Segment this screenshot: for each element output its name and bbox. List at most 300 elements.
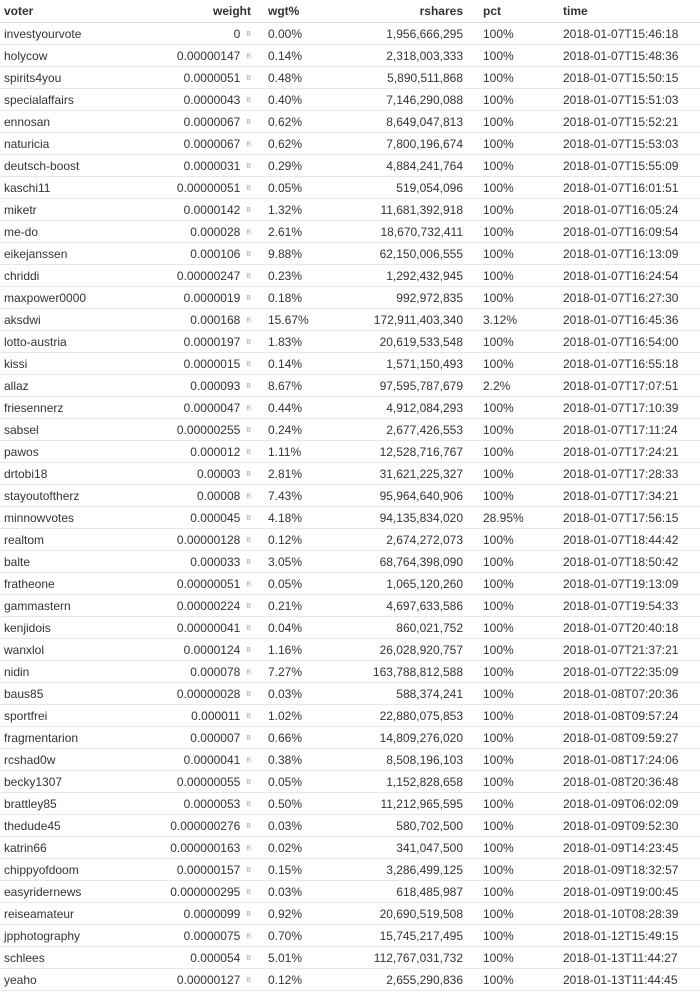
wgt-percent-cell: 7.43% [251,485,328,507]
wgt-percent-cell: 2.81% [251,463,328,485]
wgt-percent-cell: 1.16% [251,639,328,661]
pct-cell: 100% [463,903,543,925]
weight-cell [159,815,251,837]
voter-cell[interactable]: reiseamateur [0,903,159,925]
pct-cell: 100% [463,67,543,89]
weight-unit: B [246,228,251,236]
wgt-percent-cell: 0.23% [251,265,328,287]
weight-unit: B [246,404,251,412]
weight-unit: B [246,822,251,830]
voter-cell[interactable]: me-do [0,221,159,243]
time-cell: 2018-01-07T16:24:54 [543,265,700,287]
weight-value: 0.0000019 [183,290,241,305]
voter-cell[interactable]: chriddi [0,265,159,287]
weight-cell [159,837,251,859]
voter-cell[interactable]: friesennerz [0,397,159,419]
pct-cell: 100% [463,617,543,639]
time-cell: 2018-01-07T15:53:03 [543,133,700,155]
voter-cell[interactable]: balte [0,551,159,573]
weight-value: 0.0000031 [183,158,241,173]
pct-cell: 100% [463,419,543,441]
rshares-cell: 26,028,920,757 [328,639,463,661]
table-header-row [0,0,700,23]
rshares-cell: 1,571,150,493 [328,353,463,375]
wgt-percent-cell: 0.03% [251,815,328,837]
time-cell: 2018-01-09T06:02:09 [543,793,700,815]
weight-value: 0.000168 [190,312,241,327]
voter-cell[interactable]: baus85 [0,683,159,705]
weight-value: 0.000078 [190,664,241,679]
weight-cell [159,683,251,705]
weight-unit: B [246,250,251,258]
weight-value: 0.00000157 [176,862,241,877]
voter-cell[interactable]: kaschi11 [0,177,159,199]
weight-value: 0.00000255 [176,422,241,437]
rshares-cell: 341,047,500 [328,837,463,859]
weight-cell [159,463,251,485]
voter-cell[interactable]: schlees [0,947,159,969]
pct-cell: 100% [463,925,543,947]
wgt-percent-cell: 0.05% [251,177,328,199]
weight-value: 0.000007 [190,730,241,745]
rshares-cell: 2,674,272,073 [328,529,463,551]
weight-unit: B [246,668,251,676]
wgt-percent-cell: 0.12% [251,969,328,991]
voter-cell[interactable]: realtom [0,529,159,551]
rshares-cell: 1,065,120,260 [328,573,463,595]
weight-value: 0.00000147 [176,48,241,63]
voter-cell[interactable]: allaz [0,375,159,397]
rshares-cell: 5,890,511,868 [328,67,463,89]
voter-cell[interactable]: jpphotography [0,925,159,947]
time-cell: 2018-01-07T16:45:36 [543,309,700,331]
wgt-percent-cell: 9.88% [251,243,328,265]
pct-cell: 100% [463,463,543,485]
weight-value: 0.0000015 [183,356,241,371]
voter-cell[interactable]: holycow [0,45,159,67]
voter-cell[interactable]: thedude45 [0,815,159,837]
voter-cell[interactable]: easyridernews [0,881,159,903]
pct-cell: 100% [463,771,543,793]
voter-cell[interactable]: kissi [0,353,159,375]
rshares-cell: 4,884,241,764 [328,155,463,177]
weight-value: 0.00000055 [176,774,241,789]
time-cell: 2018-01-07T15:46:18 [543,23,700,45]
time-cell: 2018-01-07T15:50:15 [543,67,700,89]
wgt-percent-cell: 0.03% [251,683,328,705]
table-row [0,353,700,375]
time-cell: 2018-01-07T16:01:51 [543,177,700,199]
wgt-percent-cell: 2.61% [251,221,328,243]
rshares-cell: 97,595,787,679 [328,375,463,397]
table-row [0,67,700,89]
voter-cell[interactable]: fratheone [0,573,159,595]
table-row [0,859,700,881]
weight-value: 0.000011 [191,708,241,723]
wgt-percent-cell: 7.27% [251,661,328,683]
weight-value: 0.000028 [190,224,241,239]
voter-cell[interactable]: drtobi18 [0,463,159,485]
time-cell: 2018-01-07T16:13:09 [543,243,700,265]
voter-cell[interactable]: eikejanssen [0,243,159,265]
weight-cell [159,793,251,815]
table-row [0,89,700,111]
weight-value: 0.0000051 [183,70,241,85]
time-cell: 2018-01-07T17:34:21 [543,485,700,507]
weight-unit: B [246,448,251,456]
voter-cell[interactable]: yeaho [0,969,159,991]
weight-value: 0.000000276 [170,818,241,833]
weight-unit: B [246,778,251,786]
rshares-cell: 3,286,499,125 [328,859,463,881]
weight-unit: B [246,800,251,808]
pct-cell: 100% [463,947,543,969]
weight-unit: B [246,74,251,82]
pct-cell: 100% [463,221,543,243]
voter-cell[interactable]: nidin [0,661,159,683]
weight-value: 0.00000051 [176,180,241,195]
rshares-cell: 580,702,500 [328,815,463,837]
voter-cell[interactable]: miketr [0,199,159,221]
time-cell: 2018-01-07T19:54:33 [543,595,700,617]
voter-cell[interactable]: minnowvotes [0,507,159,529]
voter-cell[interactable]: naturicia [0,133,159,155]
weight-unit: B [246,30,251,38]
weight-unit: B [246,602,251,610]
pct-cell: 100% [463,969,543,991]
pct-cell: 100% [463,177,543,199]
column-header-wgt-percent[interactable]: wgt% [251,0,328,23]
weight-cell [159,485,251,507]
wgt-percent-cell: 0.14% [251,353,328,375]
wgt-percent-cell: 0.18% [251,287,328,309]
rshares-cell: 15,745,217,495 [328,925,463,947]
weight-cell [159,859,251,881]
time-cell: 2018-01-07T21:37:21 [543,639,700,661]
weight-unit: B [246,492,251,500]
rshares-cell: 7,800,196,674 [328,133,463,155]
weight-unit: B [246,536,251,544]
column-header-time[interactable]: time [543,0,700,23]
pct-cell: 100% [463,485,543,507]
weight-value: 0.00000224 [176,598,241,613]
wgt-percent-cell: 0.66% [251,727,328,749]
wgt-percent-cell: 0.62% [251,111,328,133]
weight-cell [159,573,251,595]
time-cell: 2018-01-07T17:28:33 [543,463,700,485]
table-row [0,903,700,925]
weight-value: 0.000000163 [170,840,241,855]
wgt-percent-cell: 0.12% [251,529,328,551]
weight-cell [159,705,251,727]
table-row [0,221,700,243]
rshares-cell: 94,135,834,020 [328,507,463,529]
weight-cell [159,595,251,617]
weight-value: 0.000093 [190,378,241,393]
rshares-cell: 20,690,519,508 [328,903,463,925]
weight-cell [159,375,251,397]
weight-cell [159,177,251,199]
weight-value: 0.00000028 [176,686,241,701]
wgt-percent-cell: 0.62% [251,133,328,155]
weight-cell [159,287,251,309]
voter-cell[interactable]: spirits4you [0,67,159,89]
wgt-percent-cell: 5.01% [251,947,328,969]
weight-cell [159,749,251,771]
weight-unit: B [246,140,251,148]
pct-cell: 100% [463,529,543,551]
time-cell: 2018-01-07T15:55:09 [543,155,700,177]
weight-unit: B [246,294,251,302]
table-row [0,595,700,617]
column-header-weight[interactable]: weight [159,0,251,23]
rshares-cell: 588,374,241 [328,683,463,705]
weight-unit: B [246,976,251,984]
table-row [0,375,700,397]
weight-value: 0 [233,26,241,41]
rshares-cell: 2,677,426,553 [328,419,463,441]
weight-value: 0.0000124 [183,642,241,657]
weight-value: 0.0000041 [183,752,241,767]
weight-cell [159,617,251,639]
weight-cell [159,67,251,89]
time-cell: 2018-01-09T14:23:45 [543,837,700,859]
weight-cell [159,23,251,45]
pct-cell: 100% [463,111,543,133]
table-row [0,837,700,859]
time-cell: 2018-01-07T16:54:00 [543,331,700,353]
wgt-percent-cell: 0.05% [251,771,328,793]
weight-unit: B [246,426,251,434]
weight-unit: B [246,118,251,126]
rshares-cell: 11,212,965,595 [328,793,463,815]
rshares-cell: 4,697,633,586 [328,595,463,617]
pct-cell: 100% [463,353,543,375]
weight-cell [159,111,251,133]
rshares-cell: 1,956,666,295 [328,23,463,45]
pct-cell: 100% [463,573,543,595]
time-cell: 2018-01-09T18:32:57 [543,859,700,881]
weight-cell [159,551,251,573]
time-cell: 2018-01-08T09:57:24 [543,705,700,727]
time-cell: 2018-01-09T09:52:30 [543,815,700,837]
voter-cell[interactable]: chippyofdoom [0,859,159,881]
weight-cell [159,881,251,903]
table-row [0,969,700,991]
time-cell: 2018-01-09T19:00:45 [543,881,700,903]
voter-cell[interactable]: fragmentarion [0,727,159,749]
rshares-cell: 519,054,096 [328,177,463,199]
pct-cell: 100% [463,331,543,353]
table-row [0,441,700,463]
table-row [0,111,700,133]
time-cell: 2018-01-08T09:59:27 [543,727,700,749]
time-cell: 2018-01-07T17:10:39 [543,397,700,419]
table-row [0,287,700,309]
table-row [0,155,700,177]
pct-cell: 28.95% [463,507,543,529]
time-cell: 2018-01-07T17:07:51 [543,375,700,397]
weight-value: 0.00000128 [176,532,241,547]
table-row [0,419,700,441]
voter-cell[interactable]: deutsch-boost [0,155,159,177]
voter-cell[interactable]: ennosan [0,111,159,133]
rshares-cell: 68,764,398,090 [328,551,463,573]
pct-cell: 100% [463,397,543,419]
pct-cell: 100% [463,793,543,815]
wgt-percent-cell: 0.14% [251,45,328,67]
pct-cell: 100% [463,133,543,155]
rshares-cell: 12,528,716,767 [328,441,463,463]
voter-cell[interactable]: lotto-austria [0,331,159,353]
column-header-pct[interactable]: pct [463,0,543,23]
weight-value: 0.0000047 [183,400,241,415]
weight-cell [159,771,251,793]
time-cell: 2018-01-07T17:24:21 [543,441,700,463]
weight-unit: B [246,558,251,566]
table-row [0,133,700,155]
weight-unit: B [246,866,251,874]
weight-value: 0.00008 [196,488,241,503]
voter-cell[interactable]: specialaffairs [0,89,159,111]
wgt-percent-cell: 1.11% [251,441,328,463]
pct-cell: 100% [463,705,543,727]
weight-unit: B [246,756,251,764]
table-row [0,45,700,67]
rshares-cell: 992,972,835 [328,287,463,309]
weight-cell [159,221,251,243]
weight-cell [159,903,251,925]
weight-cell [159,89,251,111]
voter-cell[interactable]: pawos [0,441,159,463]
column-header-rshares[interactable]: rshares [328,0,463,23]
weight-cell [159,353,251,375]
wgt-percent-cell: 0.24% [251,419,328,441]
time-cell: 2018-01-07T16:27:30 [543,287,700,309]
pct-cell: 100% [463,881,543,903]
voter-cell[interactable]: brattley85 [0,793,159,815]
table-row [0,199,700,221]
voter-cell[interactable]: wanxlol [0,639,159,661]
rshares-cell: 95,964,640,906 [328,485,463,507]
rshares-cell: 1,292,432,945 [328,265,463,287]
voter-cell[interactable]: sportfrei [0,705,159,727]
rshares-cell: 7,146,290,088 [328,89,463,111]
wgt-percent-cell: 8.67% [251,375,328,397]
weight-unit: B [246,734,251,742]
weight-cell [159,419,251,441]
table-row [0,705,700,727]
table-row [0,947,700,969]
weight-value: 0.000033 [190,554,241,569]
pct-cell: 100% [463,243,543,265]
weight-cell [159,529,251,551]
voter-cell[interactable]: stayoutoftherz [0,485,159,507]
weight-cell [159,243,251,265]
weight-cell [159,133,251,155]
weight-value: 0.0000067 [183,114,241,129]
time-cell: 2018-01-08T20:36:48 [543,771,700,793]
rshares-cell: 31,621,225,327 [328,463,463,485]
voter-cell[interactable]: investyourvote [0,23,159,45]
weight-unit: B [246,184,251,192]
wgt-percent-cell: 0.38% [251,749,328,771]
rshares-cell: 1,152,828,658 [328,771,463,793]
voter-cell[interactable]: becky1307 [0,771,159,793]
wgt-percent-cell: 0.04% [251,617,328,639]
rshares-cell: 860,021,752 [328,617,463,639]
wgt-percent-cell: 4.18% [251,507,328,529]
time-cell: 2018-01-07T17:11:24 [543,419,700,441]
rshares-cell: 112,767,031,732 [328,947,463,969]
voter-cell[interactable]: gammastern [0,595,159,617]
weight-unit: B [246,272,251,280]
weight-unit: B [246,690,251,698]
weight-unit: B [246,360,251,368]
table-row [0,771,700,793]
weight-unit: B [246,338,251,346]
wgt-percent-cell: 0.00% [251,23,328,45]
weight-unit: B [246,910,251,918]
pct-cell: 100% [463,265,543,287]
table-row [0,23,700,45]
weight-unit: B [246,470,251,478]
table-row [0,485,700,507]
weight-unit: B [246,624,251,632]
table-row [0,331,700,353]
weight-cell [159,309,251,331]
weight-value: 0.0000053 [183,796,241,811]
wgt-percent-cell: 1.02% [251,705,328,727]
table-row [0,265,700,287]
pct-cell: 100% [463,859,543,881]
pct-cell: 100% [463,749,543,771]
weight-value: 0.0000142 [183,202,241,217]
voter-cell[interactable]: rcshad0w [0,749,159,771]
weight-unit: B [246,954,251,962]
rshares-cell: 20,619,533,548 [328,331,463,353]
time-cell: 2018-01-07T19:13:09 [543,573,700,595]
wgt-percent-cell: 0.92% [251,903,328,925]
voter-cell[interactable]: sabsel [0,419,159,441]
weight-unit: B [246,646,251,654]
voter-cell[interactable]: kenjidois [0,617,159,639]
wgt-percent-cell: 1.32% [251,199,328,221]
rshares-cell: 62,150,006,555 [328,243,463,265]
weight-unit: B [246,844,251,852]
rshares-cell: 163,788,812,588 [328,661,463,683]
pct-cell: 2.2% [463,375,543,397]
weight-unit: B [246,932,251,940]
column-header-voter[interactable]: voter [0,0,159,23]
voter-cell[interactable]: katrin66 [0,837,159,859]
rshares-cell: 2,655,290,836 [328,969,463,991]
time-cell: 2018-01-07T20:40:18 [543,617,700,639]
weight-cell [159,441,251,463]
table-row [0,397,700,419]
weight-value: 0.0000067 [183,136,241,151]
weight-unit: B [246,52,251,60]
voter-cell[interactable]: aksdwi [0,309,159,331]
table-row [0,815,700,837]
pct-cell: 100% [463,551,543,573]
time-cell: 2018-01-10T08:28:39 [543,903,700,925]
weight-value: 0.000012 [190,444,241,459]
time-cell: 2018-01-07T15:51:03 [543,89,700,111]
table-row [0,243,700,265]
table-row [0,661,700,683]
voter-cell[interactable]: maxpower0000 [0,287,159,309]
